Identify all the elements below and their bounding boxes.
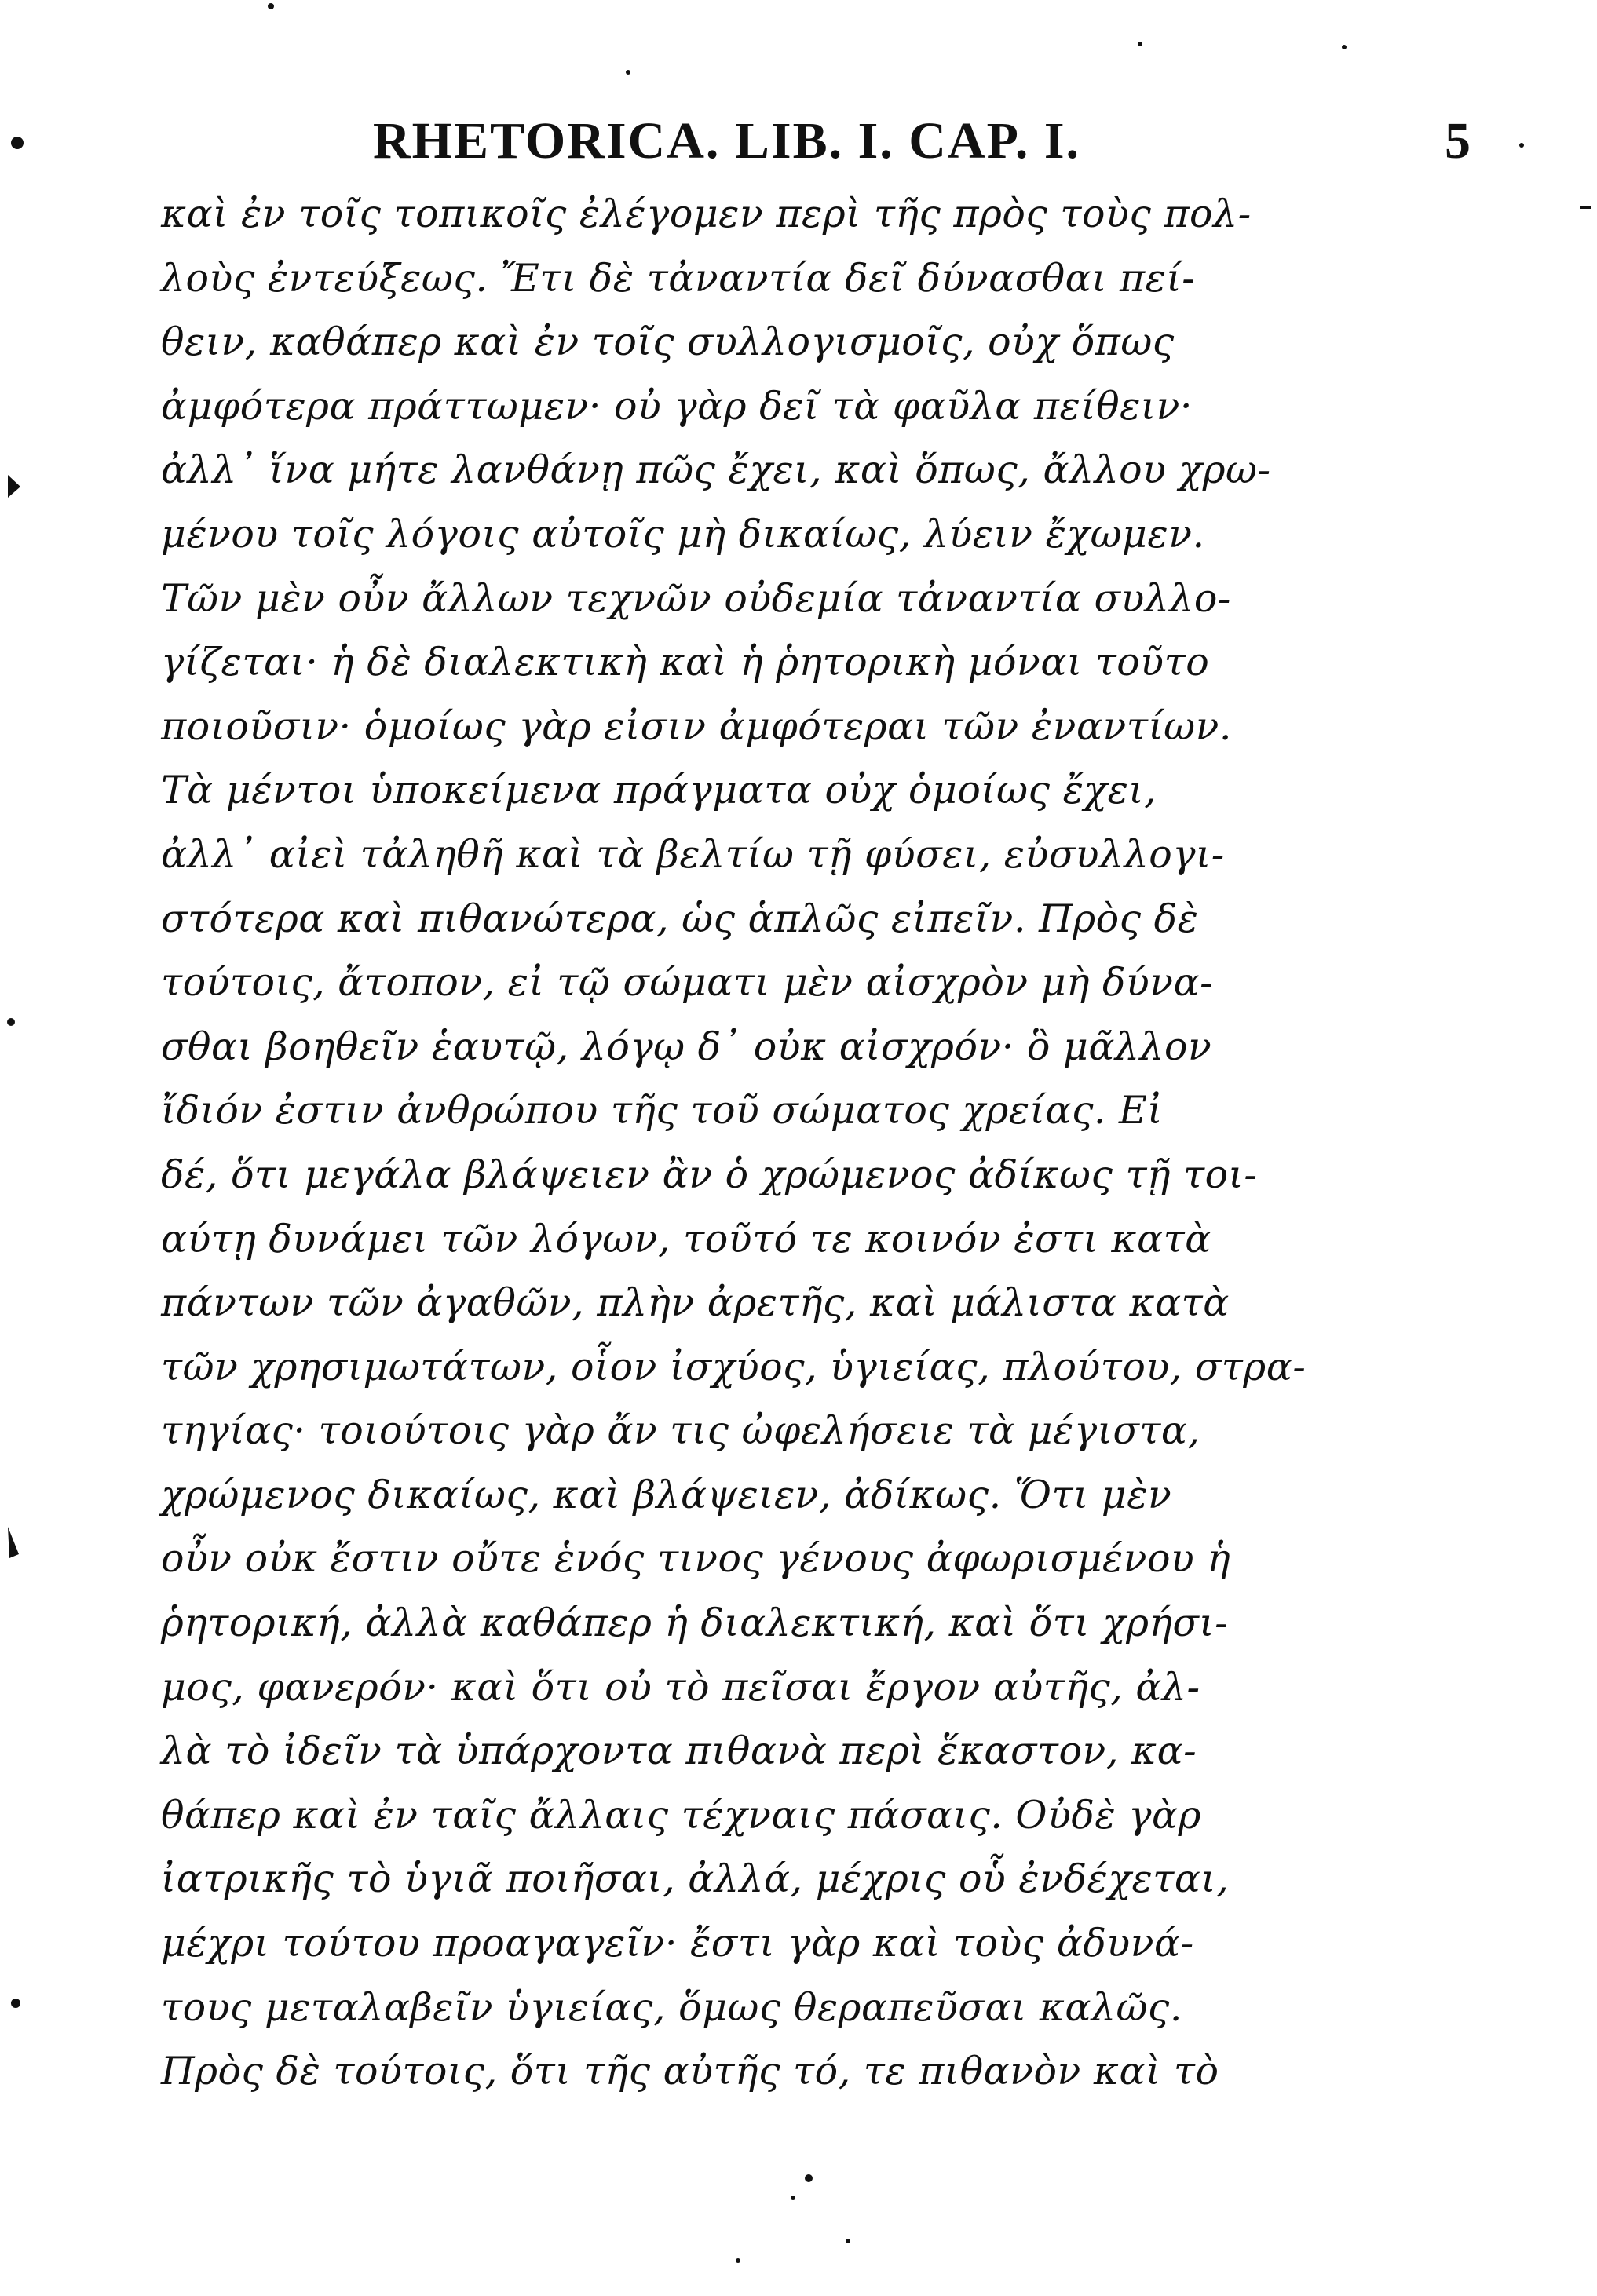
scan-speck [846, 2239, 850, 2243]
page-number: 5 [1445, 112, 1472, 170]
text-line: στότερα καὶ πιθανώτερα, ὡς ἁπλῶς εἰπεῖν. Πρὸς δὲ [161, 896, 1199, 941]
text-line: αύτῃ δυνάμει τῶν λόγων, τοῦτό τε κοινόν ἐστι κατὰ [161, 1216, 1211, 1261]
scan-speck [268, 3, 274, 9]
text-line: Τὰ μέντοι ὑποκείμενα πράγματα οὐχ ὁμοίως ἔχει, [161, 768, 1157, 813]
text-line: μος, φανερόν· καὶ ὅτι οὐ τὸ πεῖσαι ἔργον αὐτῆς, ἀλ- [161, 1664, 1200, 1710]
text-line: σθαι βοηθεῖν ἑαυτῷ, λόγῳ δ᾽ οὐκ αἰσχρόν· ὃ μᾶλλον [161, 1024, 1212, 1069]
text-line: μένου τοῖς λόγοις αὐτοῖς μὴ δικαίως, λύειν ἔχωμεν. [161, 511, 1205, 557]
text-line: Τῶν μὲν οὖν ἄλλων τεχνῶν οὐδεμία τἀναντία συλλο- [161, 575, 1231, 621]
body-text [161, 182, 1464, 2104]
scan-speck [736, 2258, 740, 2263]
scan-speck [11, 1999, 20, 2008]
text-line: τους μεταλαβεῖν ὑγιείας, ὅμως θεραπεῦσαι καλῶς. [161, 1984, 1182, 2030]
scan-speck [805, 2174, 813, 2182]
scan-speck [7, 1018, 15, 1026]
scan-speck [11, 137, 24, 149]
running-head: RHETORICA. LIB. I. CAP. I. [373, 112, 1081, 170]
scan-speck [1580, 206, 1591, 209]
scan-speck [626, 70, 630, 75]
text-line: ἀμφότερα πράττωμεν· οὐ γὰρ δεῖ τὰ φαῦλα πείθειν· [161, 383, 1193, 429]
text-line: ῥητορική, ἀλλὰ καθάπερ ἡ διαλεκτική, καὶ ὅτι χρήσι- [161, 1601, 1229, 1646]
text-line: πάντων τῶν ἀγαθῶν, πλὴν ἀρετῆς, καὶ μάλιστα κατὰ [161, 1280, 1230, 1326]
page-header [373, 111, 1472, 182]
text-line: ποιοῦσιν· ὁμοίως γὰρ εἰσιν ἀμφότεραι τῶν ἐναντίων. [161, 703, 1232, 749]
text-line: καὶ ἐν τοῖς τοπικοῖς ἐλέγομεν περὶ τῆς πρὸς τοὺς πολ- [161, 192, 1252, 236]
text-line: Πρὸς δὲ τούτοις, ὅτι τῆς αὐτῆς τό, τε πιθανὸν καὶ τὸ [161, 2049, 1219, 2094]
text-line: χρώμενος δικαίως, καὶ βλάψειεν, ἀδίκως. Ὅτι μὲν [161, 1472, 1172, 1517]
text-line: οὖν οὐκ ἔστιν οὔτε ἑνός τινος γένους ἀφωρισμένου ἡ [161, 1536, 1231, 1582]
text-line: ἴδιόν ἐστιν ἀνθρώπου τῆς τοῦ σώματος χρείας. Εἰ [161, 1088, 1164, 1133]
text-line: τηγίας· τοιούτοις γὰρ ἄν τις ὠφελήσειε τὰ μέγιστα, [161, 1408, 1200, 1454]
scan-speck [1519, 143, 1524, 148]
text-line: τῶν χρησιμωτάτων, οἷον ἰσχύος, ὑγιείας, πλούτου, στρα- [161, 1344, 1306, 1389]
scan-speck [8, 1527, 19, 1558]
text-line: θειν, καθάπερ καὶ ἐν τοῖς συλλογισμοῖς, οὐχ ὅπως [161, 319, 1175, 365]
scan-speck [1342, 45, 1347, 49]
text-line: δέ, ὅτι μεγάλα βλάψειεν ἂν ὁ χρώμενος ἀδίκως τῇ τοι- [161, 1152, 1258, 1197]
text-line: τούτοις, ἄτοπον, εἰ τῷ σώματι μὲν αἰσχρὸν μὴ δύνα- [161, 960, 1214, 1006]
text-line: ἰατρικῆς τὸ ὑγιᾶ ποιῆσαι, ἀλλά, μέχρις οὗ ἐνδέχεται, [161, 1856, 1230, 1902]
text-line: θάπερ καὶ ἐν ταῖς ἄλλαις τέχναις πάσαις. Οὐδὲ γὰρ [161, 1792, 1201, 1838]
scan-speck [1138, 42, 1142, 46]
scan-speck [8, 475, 20, 498]
text-line: ἀλλ᾽ ἵνα μήτε λανθάνῃ πῶς ἔχει, καὶ ὅπως, ἄλλου χρω- [161, 447, 1271, 493]
text-line: γίζεται· ἡ δὲ διαλεκτικὴ καὶ ἡ ῥητορικὴ μόναι τοῦτο [161, 640, 1210, 685]
text-line: ἀλλ᾽ αἰεὶ τἀληθῆ καὶ τὰ βελτίω τῇ φύσει, εὐσυλλογι- [161, 831, 1225, 877]
text-line: μέχρι τούτου προαγαγεῖν· ἔστι γὰρ καὶ τοὺς ἀδυνά- [161, 1921, 1194, 1966]
text-line: λοὺς ἐντεύξεως. Ἔτι δὲ τἀναντία δεῖ δύνασθαι πεί- [161, 255, 1196, 301]
text-line: λὰ τὸ ἰδεῖν τὰ ὑπάρχοντα πιθανὰ περὶ ἕκαστον, κα- [161, 1728, 1197, 1774]
scan-speck [791, 2196, 795, 2200]
